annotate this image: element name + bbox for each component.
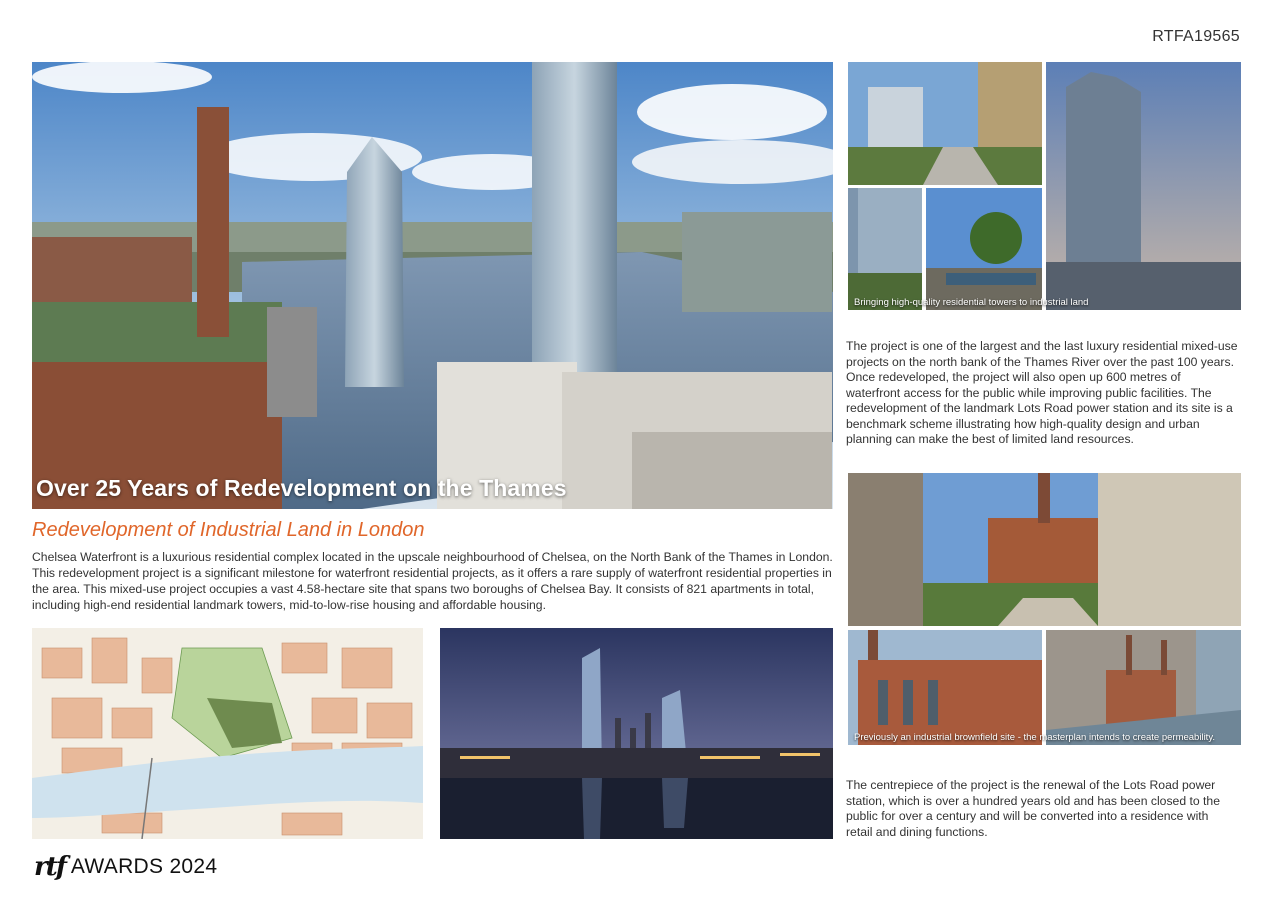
paragraph-first: The project is one of the largest and the last luxury residential mixed-use projects on the north bank of the Thames River over the past 100 years. Once redeveloped, the project will also open up 600 metres of waterfront access for the public while improving public facilities. The redevelopment of the landmark Lots Road power station and its site is a benchmark scheme illustrating how high-quality design and urban planning can make the best of limited land resources. bbox=[846, 339, 1238, 446]
section-subtitle: Redevelopment of Industrial Land in London bbox=[32, 519, 425, 541]
intro-paragraph: Chelsea Waterfront is a luxurious residential complex located in the upscale neighbourhood of Chelsea, on the North Bank of the Thames in London. This redevelopment project is a significant milestone for waterfront residential projects, as it offers a rare supply of waterfront residential properties in the area. This mixed-use project occupies a vast 4.58-hectare site that spans two boroughs of Chelsea Bay. It consists of 821 apartments in total, including high-end residential landmark towers, mid-to-low-rise housing and affordable housing. bbox=[32, 550, 833, 612]
pool-deck-photo bbox=[926, 188, 1042, 310]
aerial-photo bbox=[1046, 630, 1241, 745]
masterplan-map bbox=[32, 628, 423, 839]
power-station-photo bbox=[848, 630, 1042, 745]
reference-code: RTFA19565 bbox=[1152, 28, 1240, 45]
hero-photo bbox=[32, 62, 833, 509]
logo-text: AWARDS 2024 bbox=[70, 855, 218, 878]
night-skyline-photo bbox=[440, 628, 833, 839]
logo-mark: rtf bbox=[34, 852, 65, 882]
courtyard-photo bbox=[848, 473, 1241, 626]
caption-bottom-right: Previously an industrial brownfield site - the masterplan intends to create permeability. bbox=[854, 732, 1215, 743]
caption-top-right: Bringing high-quality residential towers to industrial land bbox=[854, 297, 1089, 308]
tower-garden-photo bbox=[848, 188, 922, 310]
hero-title: Over 25 Years of Redevelopment on the Thames bbox=[36, 475, 567, 501]
walkway-photo bbox=[848, 62, 1042, 185]
paragraph-second: The centrepiece of the project is the renewal of the Lots Road power station, which is over a hundred years old and has been closed to the public for over a century and will be converted into a residence with retail and dining functions. bbox=[846, 778, 1220, 839]
rtf-awards-logo bbox=[34, 852, 217, 882]
tower-dusk-photo bbox=[1046, 62, 1241, 310]
